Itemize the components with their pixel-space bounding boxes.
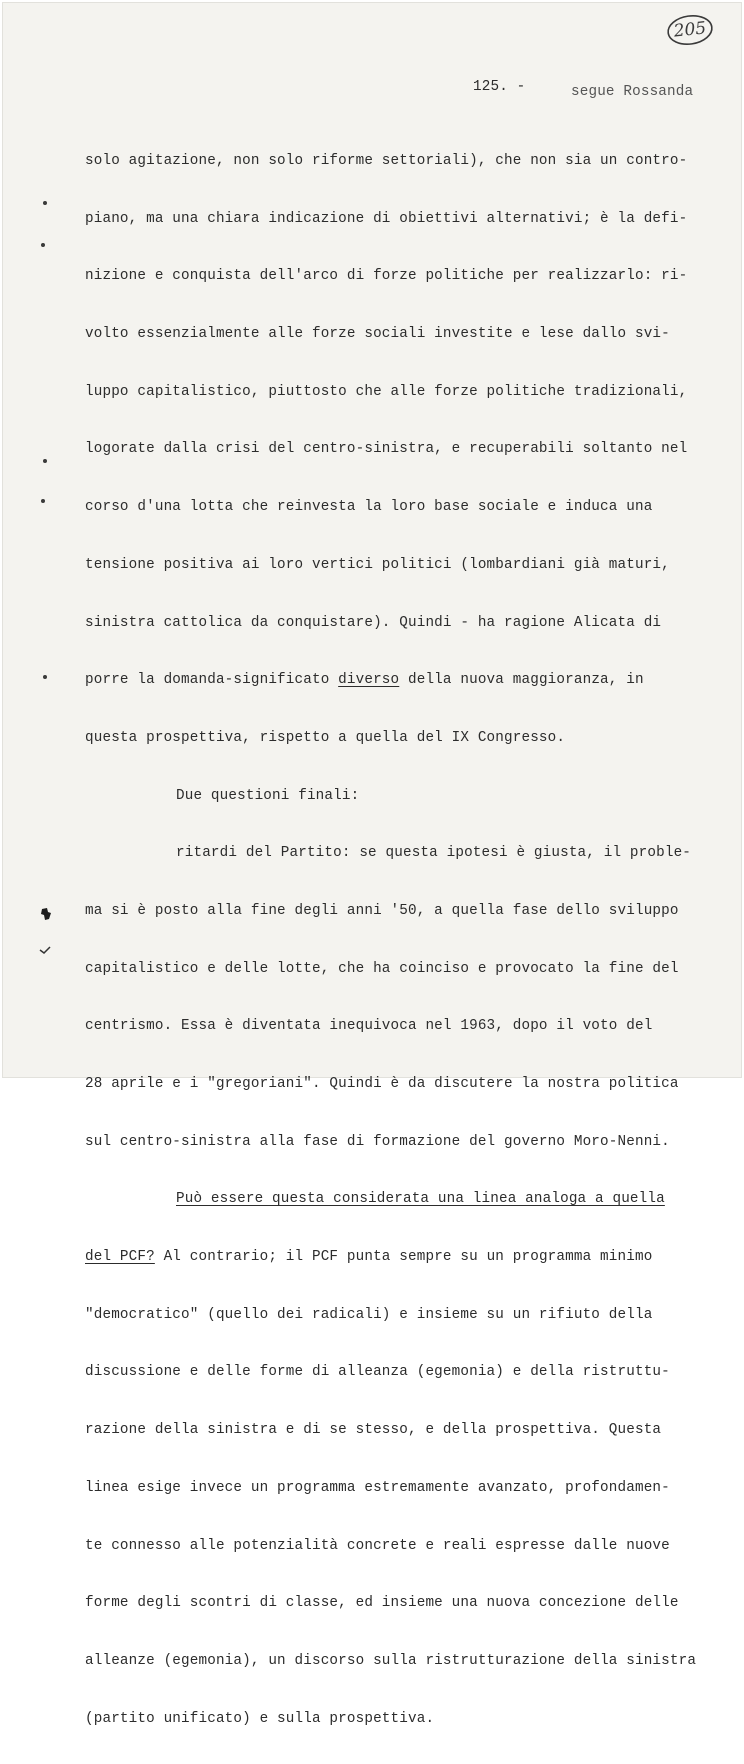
text-line	[85, 668, 696, 694]
text-line: nizione e conquista dell'arco di forze politiche per realizzarlo: ri-	[85, 268, 688, 285]
text-line: forme degli scontri di classe, ed insieme una nuova concezione delle	[85, 1595, 679, 1612]
text-line: volto essenzialmente alle forze sociali investite e lese dallo svi-	[85, 326, 670, 343]
margin-ink-blot-icon	[39, 907, 53, 921]
text-line: Due questioni finali:	[176, 787, 360, 804]
text-span: porre la domanda-significato	[85, 672, 339, 689]
text-line: te connesso alle potenzialità concrete e reali espresse dalle nuove	[85, 1537, 670, 1554]
underlined-word: del PCF?	[85, 1249, 155, 1266]
underlined-sentence: Può essere questa considerata una linea analoga a quella	[176, 1191, 665, 1208]
text-line: (partito unificato) e sulla prospettiva.	[85, 1710, 435, 1727]
margin-dot	[43, 459, 47, 463]
archive-stamp	[665, 13, 715, 47]
margin-dot	[41, 499, 45, 503]
margin-dot	[43, 675, 47, 679]
archive-stamp-number: 205	[672, 18, 708, 42]
page-number: 125. -	[473, 79, 526, 95]
text-line: "democratico" (quello dei radicali) e insieme su un rifiuto della	[85, 1306, 653, 1323]
text-line: linea esige invece un programma estremamente avanzato, profondamen-	[85, 1479, 670, 1496]
section-header: segue Rossanda	[571, 84, 694, 100]
text-line: ma si è posto alla fine degli anni '50, a quella fase dello sviluppo	[85, 902, 679, 919]
text-line: ritardi del Partito: se questa ipotesi è giusta, il proble-	[176, 845, 692, 862]
text-line: capitalistico e delle lotte, che ha coinciso e provocato la fine del	[85, 960, 679, 977]
text-line: logorate dalla crisi del centro-sinistra, e recuperabili soltanto nel	[85, 441, 688, 458]
text-span: della nuova maggioranza, in	[399, 672, 644, 689]
margin-dot	[43, 201, 47, 205]
text-line: 28 aprile e i "gregoriani". Quindi è da discutere la nostra politica	[85, 1076, 679, 1092]
text-line: sinistra cattolica da conquistare). Quindi - ha ragione Alicata di	[85, 614, 662, 631]
text-line: discussione e delle forme di alleanza (egemonia) e della ristruttu-	[85, 1364, 670, 1381]
margin-tick-icon	[39, 945, 51, 955]
text-line: sul centro-sinistra alla fase di formazione del governo Moro-Nenni.	[85, 1133, 670, 1150]
text-line: questa prospettiva, rispetto a quella del IX Congresso.	[85, 729, 566, 746]
text-line: solo agitazione, non solo riforme settoriali), che non sia un contro-	[85, 153, 688, 169]
document-page	[2, 2, 742, 1727]
text-line: corso d'una lotta che reinvesta la loro base sociale e induca una	[85, 499, 653, 516]
text-line: centrismo. Essa è diventata inequivoca nel 1963, dopo il voto del	[85, 1018, 653, 1035]
text-line: tensione positiva ai loro vertici politici (lombardiani già maturi,	[85, 556, 670, 573]
text-line: alleanze (egemonia), un discorso sulla ristrutturazione della sinistra	[85, 1652, 697, 1669]
typed-body-text	[85, 117, 696, 1764]
margin-dot	[41, 243, 45, 247]
text-line: razione della sinistra e di se stesso, e della prospettiva. Questa	[85, 1422, 662, 1439]
text-line	[85, 1187, 696, 1213]
text-line: luppo capitalistico, piuttosto che alle forze politiche tradizionali,	[85, 383, 688, 400]
text-line	[85, 1245, 696, 1271]
text-line: piano, ma una chiara indicazione di obiettivi alternativi; è la defi-	[85, 210, 688, 227]
underlined-word: diverso	[338, 672, 400, 689]
text-span: Al contrario; il PCF punta sempre su un programma minimo	[154, 1249, 653, 1266]
